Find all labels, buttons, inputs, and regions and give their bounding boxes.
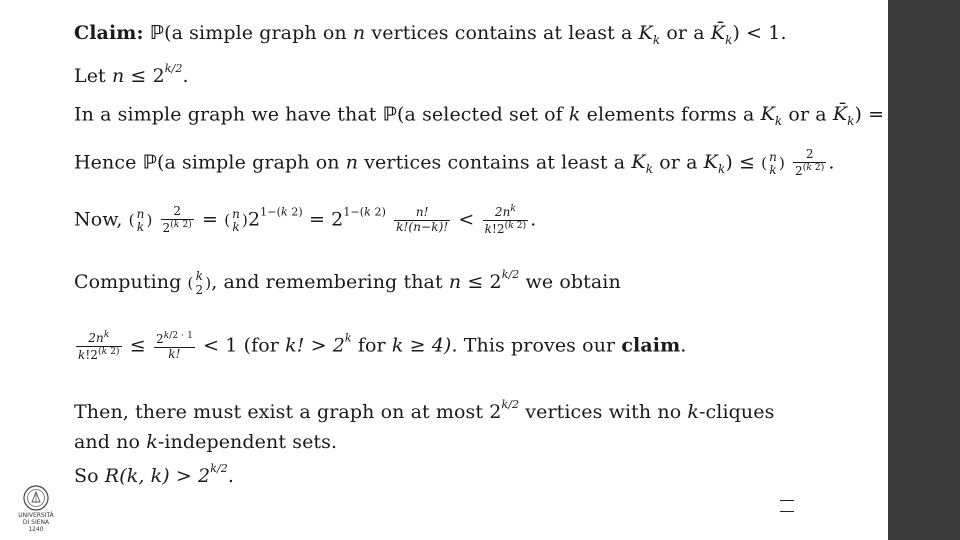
var-Kbar: $K_k$ — [703, 151, 726, 177]
leq-two: ≤ 2 — [130, 65, 165, 87]
side-panel — [888, 0, 960, 540]
fraction-n-factorial — [394, 206, 450, 235]
probability-symbol: ℙ — [142, 151, 157, 174]
claim-line — [74, 22, 787, 47]
period: . — [530, 208, 537, 231]
frac-den: $2^{(k 2)}$ — [795, 162, 825, 178]
exp-k: k — [344, 331, 352, 345]
equals: = — [308, 208, 325, 231]
var-n: n — [448, 271, 462, 293]
claim-word: claim — [621, 334, 681, 357]
claim-text-mid: vertices contains at least a — [371, 22, 633, 44]
fraction-2nk — [76, 330, 122, 363]
period: . — [182, 65, 189, 87]
line4-mid: (a simple graph on — [156, 151, 340, 174]
fraction-power-over-kfact — [154, 331, 195, 362]
page-marker — [780, 500, 794, 512]
less-than: < — [458, 208, 475, 231]
var-Kbar: $K̄_k$ — [832, 103, 855, 129]
probability-symbol: ℙ — [149, 22, 165, 44]
line6-post: we obtain — [525, 271, 621, 293]
leq-two: ≤ 2 — [467, 271, 502, 293]
binom-n-k: ( n k ) — [224, 206, 248, 235]
logo-line1: UNIVERSITÀ — [18, 512, 54, 519]
exp-k-over-2: k/2 — [501, 268, 520, 281]
k-factorial: k! > 2 — [285, 334, 345, 357]
hence-line: Hence ℙ(a simple graph on n vertices contains at least a $K_k$ or a $K_k$) ≤ ( n k ) $\frac{2}{2^{(k 2)}}$ . — [74, 147, 835, 178]
ramsey-expression: R(k, k) > 2 — [104, 465, 211, 487]
so-line — [74, 462, 234, 488]
frac-num: $2^{k/2 \cdot 1}$ — [155, 331, 193, 346]
frac-den: $2^{(k 2)}$ — [162, 219, 192, 235]
claim-label: Claim: — [74, 22, 144, 44]
let-line — [74, 62, 189, 88]
period: . — [227, 465, 235, 487]
claim-text-pre: (a simple graph on — [164, 22, 347, 44]
line3-pre: In a simple graph we have that — [74, 103, 377, 126]
binom-k-2: ( k 2 ) — [187, 269, 212, 297]
exp-one-minus-binom: 1−(k 2) — [260, 205, 303, 219]
var-K: K — [638, 22, 653, 44]
university-logo — [8, 484, 64, 538]
exp-k-over-2: k/2 — [164, 62, 183, 75]
var-k: k — [568, 103, 581, 126]
frac-num: 2 — [161, 205, 194, 220]
line8-post: vertices with no — [525, 401, 682, 423]
period: . — [828, 151, 835, 174]
frac-den: $k!2^{(k 2)}$ — [78, 346, 120, 362]
var-K: $K_k$ — [631, 151, 654, 177]
sub-k-bar: k — [725, 32, 733, 47]
frac-num: $2n^k$ — [483, 204, 529, 221]
frac-num: $2n^k$ — [76, 330, 122, 347]
seal-icon — [21, 484, 51, 512]
logo-line3: 1240 — [28, 526, 44, 533]
line9-post: -independent sets. — [157, 431, 338, 453]
probability-symbol: ℙ — [382, 103, 397, 126]
computing-line — [74, 268, 621, 298]
frac-num: n! — [394, 206, 450, 221]
so-word: So — [74, 465, 99, 487]
k-geq-4: k ≥ 4). — [391, 334, 458, 357]
line3-post: ) = — [854, 103, 885, 126]
then-line — [74, 398, 774, 424]
var-n: n — [345, 151, 359, 174]
fraction-two-over-power — [793, 148, 826, 179]
for-word: for — [357, 334, 386, 357]
leq: ≤ — [129, 334, 146, 357]
binom-n-k: ( n k ) — [128, 206, 153, 235]
var-k: k — [146, 431, 158, 453]
line4-post: ) ≤ — [725, 151, 755, 174]
line6-mid: , and remembering that — [211, 271, 443, 293]
hence-word: Hence — [74, 151, 137, 174]
equals: = — [202, 208, 219, 231]
binom-n-k: ( n k ) — [761, 149, 785, 178]
logo-line2: DI SIENA — [22, 519, 50, 526]
sub-k: k — [652, 32, 661, 47]
line4-mid2: vertices contains at least a — [364, 151, 626, 174]
claim-text-post: ) < 1. — [732, 22, 787, 44]
frac-den: k! — [168, 346, 181, 361]
fraction-2nk — [483, 204, 529, 237]
let-word: Let — [74, 65, 106, 87]
inequality-line — [74, 330, 686, 363]
fraction-two-over-power — [161, 205, 194, 236]
proves-text: This proves our — [463, 334, 616, 357]
var-n: n — [111, 65, 125, 87]
line8-post2: -cliques — [699, 401, 775, 423]
line7-lt: < 1 (for — [203, 334, 279, 357]
frac-den: k!(n−k)! — [396, 219, 449, 234]
claim-or-a: or a — [666, 22, 705, 44]
exp-k-over-2: k/2 — [501, 398, 520, 411]
var-Kbar: K̄ — [710, 22, 726, 44]
var-n: n — [352, 22, 366, 44]
computing-word: Computing — [74, 271, 182, 293]
now-word: Now, — [74, 208, 123, 231]
exp-k-over-2: k/2 — [210, 462, 228, 475]
frac-den: $k!2^{(k 2)}$ — [484, 220, 527, 236]
frac-num: 2 — [793, 148, 826, 163]
var-k: k — [687, 401, 700, 423]
line3-mid2: elements forms a — [586, 103, 755, 126]
period: . — [680, 334, 687, 357]
selected-set-line: In a simple graph we have that ℙ(a selected set of k elements forms a $K_k$ or a $K̄_k$) = — [74, 100, 934, 131]
now-line: Now, ( n k ) $\frac{2}{2^{(k 2)}}$ = ( n k )$2^{1-(k 2)} = 2^{1-(k 2)}$ $\frac{n!}{k!(n-k)!}$ < $\frac{2n^k}{k!2^{(k 2)}}$ . — [74, 204, 537, 236]
and-no-line — [74, 431, 337, 454]
exp-one-minus-binom: 1−(k 2) — [343, 205, 386, 219]
line9-pre: and no — [74, 431, 141, 453]
line3-mid: (a selected set of — [397, 103, 563, 126]
line8-pre: Then, there must exist a graph on at most 2 — [74, 401, 502, 423]
var-K: $K_k$ — [760, 103, 783, 129]
